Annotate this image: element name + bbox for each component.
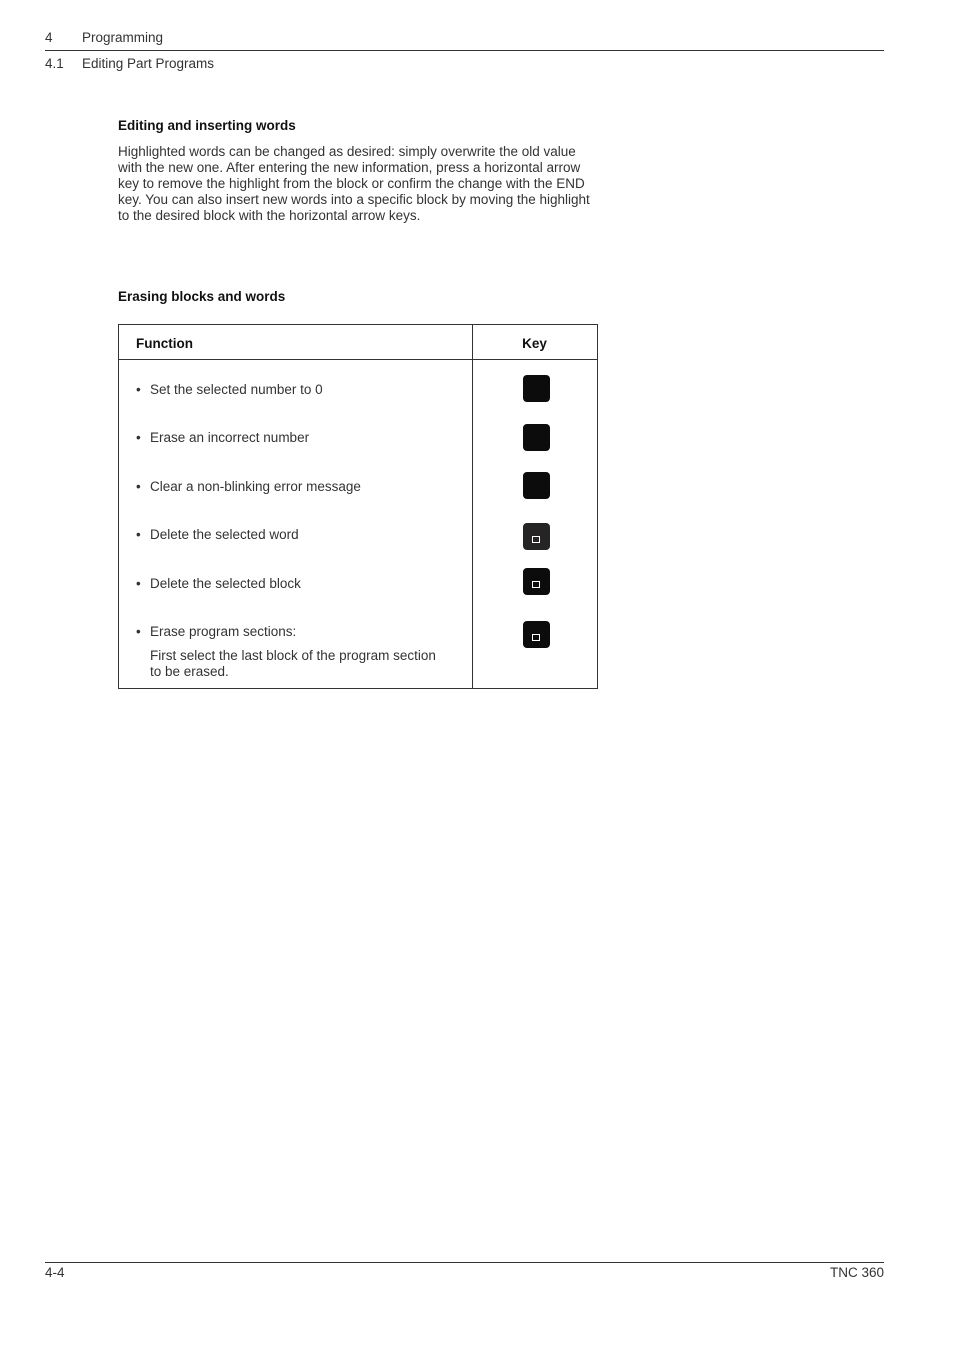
row-text: Delete the selected block <box>150 576 301 591</box>
header-section <box>45 56 214 71</box>
chapter-number: 4 <box>45 30 53 45</box>
key-delete-icon <box>523 568 550 595</box>
row-subtext: First select the last block of the program section to be erased. <box>150 648 436 679</box>
bullet: • <box>136 527 141 542</box>
key-delete-icon <box>523 523 550 550</box>
table-row <box>136 382 323 397</box>
paragraph-editing: Highlighted words can be changed as desired: simply overwrite the old value with the new one. After entering the new information, press a horizontal arrow key to remove the highlight from the block or confirm the change with the END key. You can also insert new words into a specific block by moving the highlight to the desired block with the horizontal arrow keys. <box>118 144 590 223</box>
row-text: Delete the selected word <box>150 527 299 542</box>
row-text: Erase an incorrect number <box>150 430 310 445</box>
row-text: Set the selected number to 0 <box>150 382 323 397</box>
product-name: TNC 360 <box>829 1265 884 1280</box>
header-chapter <box>45 30 163 45</box>
chapter-title: Programming <box>82 30 164 45</box>
bullet: • <box>136 382 141 397</box>
key-delete-icon <box>523 621 550 648</box>
table-column-divider <box>472 325 473 688</box>
square-icon <box>532 634 540 641</box>
section-title: Editing Part Programs <box>82 56 215 71</box>
key-blank-icon <box>523 375 550 402</box>
erase-functions-table <box>118 324 598 689</box>
heading-editing-inserting: Editing and inserting words <box>118 118 296 133</box>
table-row <box>136 479 361 494</box>
table-row <box>136 576 301 591</box>
square-icon <box>532 581 540 588</box>
header-rule <box>45 50 884 51</box>
key-blank-icon <box>523 424 550 451</box>
table-header-divider <box>119 359 597 360</box>
page-number: 4-4 <box>45 1265 65 1280</box>
row-text: Erase program sections: <box>150 624 297 639</box>
bullet: • <box>136 624 141 639</box>
heading-erasing: Erasing blocks and words <box>118 289 286 304</box>
bullet: • <box>136 430 141 445</box>
bullet: • <box>136 479 141 494</box>
column-header-function: Function <box>136 336 193 351</box>
key-blank-icon <box>523 472 550 499</box>
square-icon <box>532 536 540 543</box>
column-header-key: Key <box>522 336 547 351</box>
row-text: Clear a non-blinking error message <box>150 479 361 494</box>
table-row <box>136 624 296 639</box>
footer-rule <box>45 1262 884 1263</box>
table-row <box>136 527 299 542</box>
section-number: 4.1 <box>45 56 64 71</box>
bullet: • <box>136 576 141 591</box>
table-row <box>136 430 309 445</box>
